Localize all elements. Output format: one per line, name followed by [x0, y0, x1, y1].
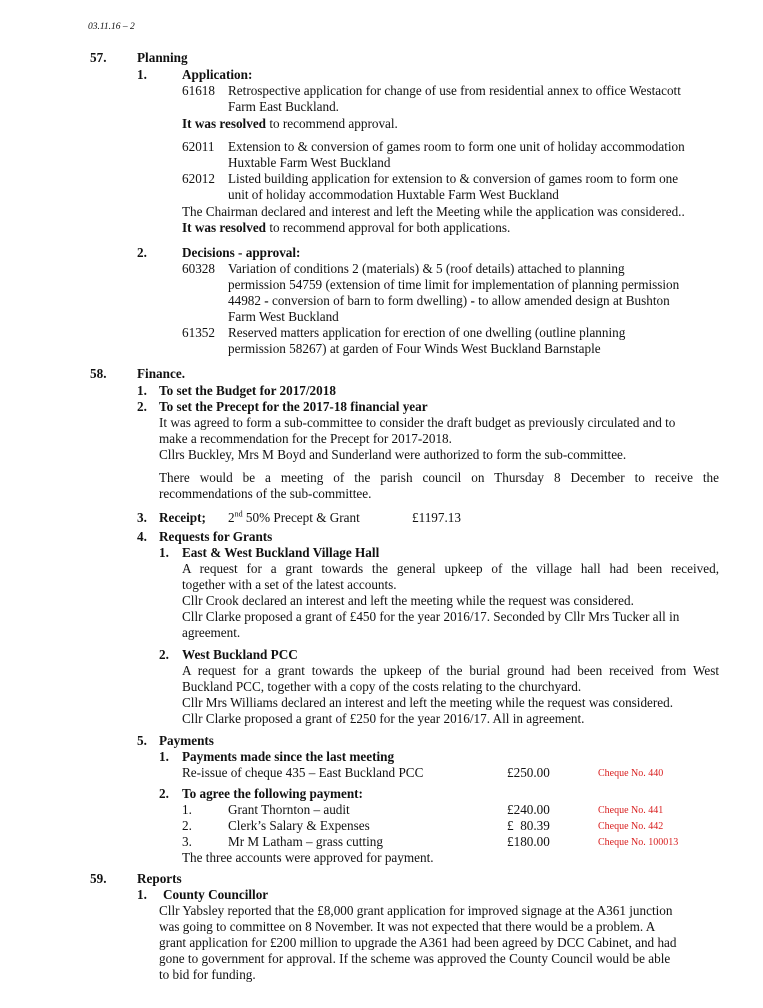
- payment-index: 2.: [182, 818, 192, 833]
- paragraph-line: It was agreed to form a sub-committee to consider the draft budget as previously circulated and to: [159, 415, 676, 430]
- grant-number: 1.: [159, 545, 169, 560]
- application-code: 61618: [182, 83, 215, 98]
- item-number: 1.: [137, 887, 147, 902]
- payment-amount: £250.00: [507, 765, 550, 780]
- decision-text: Reserved matters application for erection of one dwelling (outline planning: [228, 325, 626, 340]
- section-number: 59.: [90, 871, 107, 886]
- payment-group-title: To agree the following payment:: [182, 786, 363, 801]
- payment-group-number: 2.: [159, 786, 169, 801]
- grant-text: Cllr Crook declared an interest and left the meeting while the request was considered.: [182, 593, 634, 608]
- decision-code: 60328: [182, 261, 215, 276]
- grant-title: West Buckland PCC: [182, 647, 298, 662]
- report-text: to bid for funding.: [159, 967, 256, 982]
- cheque-number: Cheque No. 440: [598, 768, 664, 779]
- item-number: 2.: [137, 245, 147, 260]
- item-title: Requests for Grants: [159, 529, 273, 544]
- grant-text: Cllr Clarke proposed a grant of £450 for the year 2016/17. Seconded by Cllr Mrs Tucker all in: [182, 609, 680, 624]
- grant-text: A request for a grant towards the general upkeep of the village hall had been received,: [182, 561, 719, 576]
- application-code: 62012: [182, 171, 215, 186]
- cheque-number: Cheque No. 441: [598, 805, 664, 816]
- grant-text: Cllr Clarke proposed a grant of £250 for the year 2016/17. All in agreement.: [182, 711, 585, 726]
- application-text: Farm East Buckland.: [228, 99, 339, 114]
- decision-text: Farm West Buckland: [228, 309, 339, 324]
- decision-code: 61352: [182, 325, 215, 340]
- item-title: Payments: [159, 733, 214, 748]
- paragraph-line: make a recommendation for the Precept for 2017-2018.: [159, 431, 452, 446]
- application-text: Extension to & conversion of games room to form one unit of holiday accommodation: [228, 139, 685, 154]
- payment-amount: £ 80.39: [507, 818, 550, 833]
- report-text: grant application for £200 million to upgrade the A361 had been agreed by DCC Cabinet, and had: [159, 935, 677, 950]
- paragraph-line: There would be a meeting of the parish council on Thursday 8 December to receive the: [159, 470, 719, 485]
- application-text: unit of holiday accommodation Huxtable Farm West Buckland: [228, 187, 559, 202]
- section-title: Planning: [137, 50, 188, 65]
- application-code: 62011: [182, 139, 215, 154]
- page-reference: 03.11.16 – 2: [88, 22, 135, 32]
- receipt-description: 2nd 50% Precept & Grant: [228, 509, 360, 525]
- decision-text: permission 58267) at garden of Four Winds West Buckland Barnstaple: [228, 341, 601, 356]
- grant-text: Buckland PCC, together with a copy of the costs relating to the churchyard.: [182, 679, 582, 694]
- grant-text: agreement.: [182, 625, 241, 640]
- report-text: gone to government for approval. If the scheme was approved the County Council would be able: [159, 951, 671, 966]
- grant-text: Cllr Mrs Williams declared an interest and left the meeting while the request was considered.: [182, 695, 674, 710]
- receipt-amount: £1197.13: [412, 510, 461, 525]
- cheque-number: Cheque No. 100013: [598, 837, 679, 848]
- payment-group-title: Payments made since the last meeting: [182, 749, 395, 764]
- item-number: 5.: [137, 733, 147, 748]
- payment-index: 1.: [182, 802, 192, 817]
- application-text: Listed building application for extension to & conversion of games room to form one: [228, 171, 679, 186]
- payment-description: Mr M Latham – grass cutting: [228, 834, 383, 849]
- item-number: 1.: [137, 383, 147, 398]
- resolution: It was resolved to recommend approval.: [182, 116, 398, 131]
- grant-title: East & West Buckland Village Hall: [182, 545, 380, 560]
- decision-text: permission 54759 (extension of time limit for implementation of planning permission: [228, 277, 680, 292]
- grant-text: together with a set of the latest accounts.: [182, 577, 397, 592]
- item-title: To set the Budget for 2017/2018: [159, 383, 336, 398]
- item-title: Receipt;: [159, 510, 206, 525]
- grant-number: 2.: [159, 647, 169, 662]
- decision-text: Variation of conditions 2 (materials) & 5 (roof details) attached to planning: [228, 261, 625, 276]
- payment-amount: £180.00: [507, 834, 550, 849]
- paragraph-line: recommendations of the sub-committee.: [159, 486, 372, 501]
- section-number: 58.: [90, 366, 107, 381]
- payment-group-number: 1.: [159, 749, 169, 764]
- section-title: Reports: [137, 871, 182, 886]
- payment-description: Grant Thornton – audit: [228, 802, 350, 817]
- paragraph-line: Cllrs Buckley, Mrs M Boyd and Sunderland were authorized to form the sub-committee.: [159, 447, 627, 462]
- payment-amount: £240.00: [507, 802, 550, 817]
- item-number: 3.: [137, 510, 147, 525]
- report-text: was going to committee on 8 November. It was not expected that there would be a problem. A: [159, 919, 656, 934]
- section-title: Finance.: [137, 366, 185, 381]
- cheque-number: Cheque No. 442: [598, 821, 664, 832]
- grant-text: A request for a grant towards the upkeep of the burial ground had been received from West: [182, 663, 719, 678]
- item-title: To set the Precept for the 2017-18 financial year: [159, 399, 428, 414]
- section-number: 57.: [90, 50, 107, 65]
- payment-approval: The three accounts were approved for payment.: [182, 850, 434, 865]
- item-number: 4.: [137, 529, 147, 544]
- item-title: Application:: [182, 67, 253, 82]
- application-text: Huxtable Farm West Buckland: [228, 155, 391, 170]
- item-number: 2.: [137, 399, 147, 414]
- item-title: Decisions - approval:: [182, 245, 301, 260]
- item-title: County Councillor: [163, 887, 269, 902]
- payment-index: 3.: [182, 834, 192, 849]
- application-text: Retrospective application for change of use from residential annex to office Westacott: [228, 83, 681, 98]
- declaration-text: The Chairman declared and interest and left the Meeting while the application was considered..: [182, 204, 685, 219]
- payment-description: Re-issue of cheque 435 – East Buckland PCC: [182, 765, 424, 780]
- item-number: 1.: [137, 67, 147, 82]
- resolution: It was resolved to recommend approval for both applications.: [182, 220, 511, 235]
- payment-description: Clerk’s Salary & Expenses: [228, 818, 370, 833]
- report-text: Cllr Yabsley reported that the £8,000 grant application for improved signage at the A361 junction: [159, 903, 673, 918]
- decision-text: 44982 - conversion of barn to form dwelling) - to allow amended design at Bushton: [228, 293, 670, 308]
